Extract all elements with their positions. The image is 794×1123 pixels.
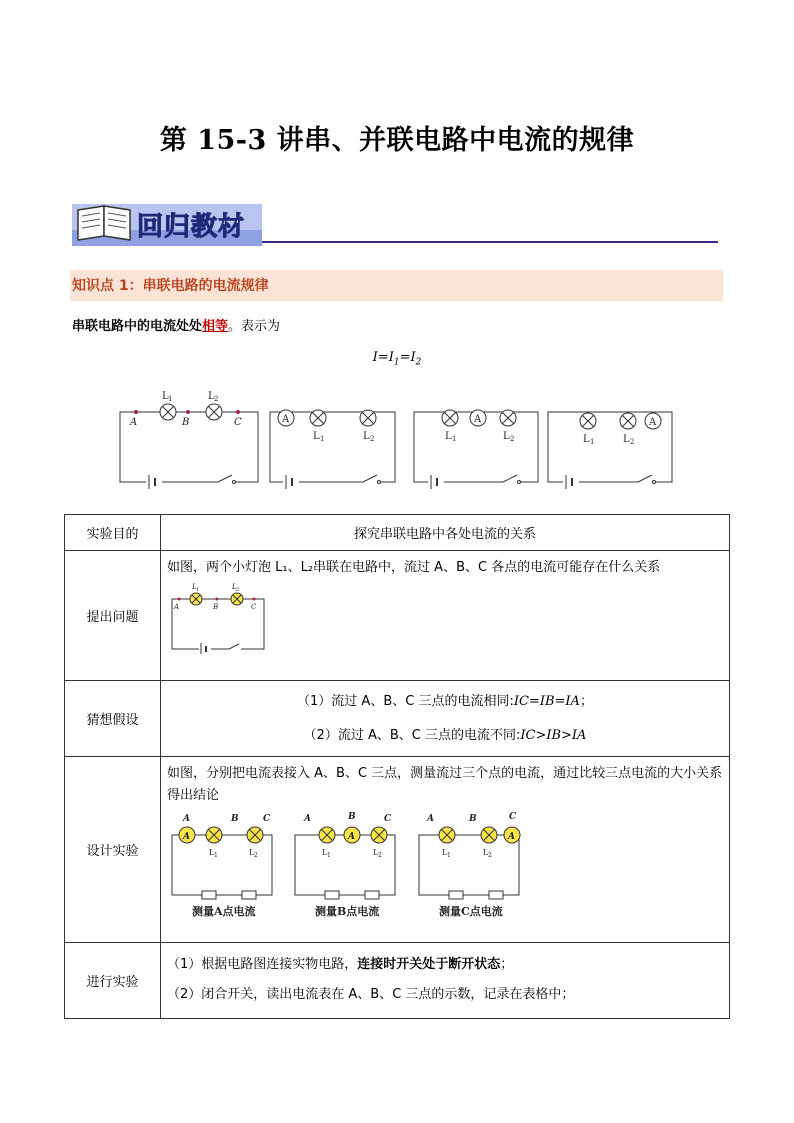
svg-text:A: A bbox=[282, 414, 290, 425]
svg-text:1: 1 bbox=[452, 435, 457, 443]
svg-text:1: 1 bbox=[214, 852, 218, 859]
svg-text:L: L bbox=[483, 848, 489, 857]
question-content: 如图，两个小灯泡 L₁、L₂串联在电路中，流过 A、B、C 各点的电流可能存在什么关系 bbox=[167, 560, 661, 575]
row-label-purpose: 实验目的 bbox=[65, 515, 161, 551]
design-content: 如图，分别把电流表接入 A、B、C 三点，测量流过三个点的电流，通过比较三点电流的大小关系得出结论 bbox=[167, 766, 723, 803]
caption-b: 测量B点电流 bbox=[315, 905, 380, 918]
procedure-cell bbox=[161, 943, 730, 1019]
svg-text:1: 1 bbox=[320, 435, 325, 443]
intro-prefix: 串联电路中的电流处处 bbox=[72, 319, 203, 334]
book-icon bbox=[78, 206, 130, 240]
intro-highlight: 相等 bbox=[202, 319, 229, 334]
table-row bbox=[65, 551, 730, 681]
svg-text:L: L bbox=[192, 583, 197, 591]
svg-text:L: L bbox=[623, 434, 630, 445]
svg-text:L: L bbox=[313, 431, 320, 442]
procedure-step-2: （2）闭合开关，读出电流表在 A、B、C 三点的示数，记录在表格中； bbox=[167, 987, 575, 1002]
svg-text:2: 2 bbox=[370, 435, 375, 443]
svg-text:L: L bbox=[503, 431, 510, 442]
svg-text:2: 2 bbox=[630, 438, 635, 446]
svg-text:1: 1 bbox=[590, 438, 595, 446]
svg-text:2: 2 bbox=[488, 852, 492, 859]
svg-text:B: B bbox=[213, 603, 219, 611]
procedure-step-1: （1）根据电路图连接实物电路，连接时开关处于断开状态； bbox=[167, 957, 514, 972]
svg-text:C: C bbox=[251, 603, 257, 611]
banner-title: 回归教材 bbox=[137, 212, 246, 242]
table-row bbox=[65, 757, 730, 943]
svg-text:C: C bbox=[234, 417, 242, 428]
svg-text:2: 2 bbox=[236, 587, 240, 593]
series-circuit-diagrams bbox=[118, 385, 708, 500]
row-label-design: 设计实验 bbox=[65, 757, 161, 943]
design-circuit-diagrams bbox=[167, 807, 547, 922]
svg-text:L: L bbox=[583, 434, 590, 445]
svg-text:A: A bbox=[183, 814, 190, 824]
svg-text:C: C bbox=[263, 814, 271, 824]
table-row bbox=[65, 943, 730, 1019]
caption-c: 测量C点电流 bbox=[439, 905, 503, 918]
caption-a: 测量A点电流 bbox=[192, 905, 256, 918]
svg-text:A: A bbox=[649, 417, 657, 428]
hypothesis-1-formula: IC=IB=IA bbox=[513, 693, 580, 709]
svg-text:L: L bbox=[249, 848, 255, 857]
svg-text:L: L bbox=[208, 391, 215, 402]
svg-text:L: L bbox=[232, 583, 237, 591]
svg-text:L: L bbox=[162, 391, 169, 402]
svg-text:2: 2 bbox=[378, 852, 382, 859]
question-cell bbox=[161, 551, 730, 681]
hypothesis-cell bbox=[161, 681, 730, 757]
svg-text:A: A bbox=[304, 814, 311, 824]
svg-text:L: L bbox=[445, 431, 452, 442]
svg-text:2: 2 bbox=[214, 395, 219, 403]
svg-text:A: A bbox=[474, 414, 482, 425]
svg-text:B: B bbox=[182, 417, 190, 428]
svg-text:A: A bbox=[427, 814, 434, 824]
row-label-procedure: 进行实验 bbox=[65, 943, 161, 1019]
question-circuit-diagram bbox=[169, 579, 279, 654]
table-row bbox=[65, 515, 730, 551]
svg-text:L: L bbox=[209, 848, 215, 857]
svg-text:A: A bbox=[508, 832, 515, 842]
svg-text:B: B bbox=[348, 812, 356, 822]
svg-text:1: 1 bbox=[327, 852, 331, 859]
svg-text:1: 1 bbox=[447, 852, 451, 859]
table-row bbox=[65, 681, 730, 757]
svg-text:L: L bbox=[373, 848, 379, 857]
svg-text:2: 2 bbox=[510, 435, 515, 443]
series-formula: $I=I_1=I_2$ bbox=[372, 350, 422, 368]
svg-text:1: 1 bbox=[196, 587, 200, 593]
svg-text:A: A bbox=[183, 832, 190, 842]
design-cell bbox=[161, 757, 730, 943]
row-label-hypothesis: 猜想假设 bbox=[65, 681, 161, 757]
knowledge-point-title: 知识点 1：串联电路的电流规律 bbox=[72, 278, 269, 294]
row-label-question: 提出问题 bbox=[65, 551, 161, 681]
svg-text:C: C bbox=[509, 812, 517, 822]
svg-text:L: L bbox=[363, 431, 370, 442]
svg-text:2: 2 bbox=[254, 852, 258, 859]
intro-text bbox=[72, 315, 280, 334]
svg-text:A: A bbox=[348, 832, 355, 842]
svg-text:1: 1 bbox=[168, 395, 173, 403]
hypothesis-2: （2）流过 A、B、C 三点的电流不同:IC>IB>IA bbox=[303, 727, 587, 743]
experiment-table bbox=[64, 514, 730, 1019]
svg-text:L: L bbox=[442, 848, 448, 857]
svg-text:A: A bbox=[174, 603, 180, 611]
hypothesis-2-formula: IC>IB>IA bbox=[520, 727, 587, 743]
purpose-content: 探究串联电路中各处电流的关系 bbox=[161, 515, 730, 551]
svg-text:B: B bbox=[469, 814, 477, 824]
svg-text:L: L bbox=[322, 848, 328, 857]
page-title: 第 15-3 讲串、并联电路中电流的规律 bbox=[159, 125, 635, 156]
svg-text:C: C bbox=[384, 814, 392, 824]
banner-rule bbox=[262, 241, 718, 243]
hypothesis-1: （1）流过 A、B、C 三点的电流相同:IC=IB=IA； bbox=[297, 693, 593, 709]
svg-text:B: B bbox=[231, 814, 239, 824]
svg-text:A: A bbox=[130, 417, 138, 428]
intro-suffix: 。表示为 bbox=[228, 319, 281, 334]
